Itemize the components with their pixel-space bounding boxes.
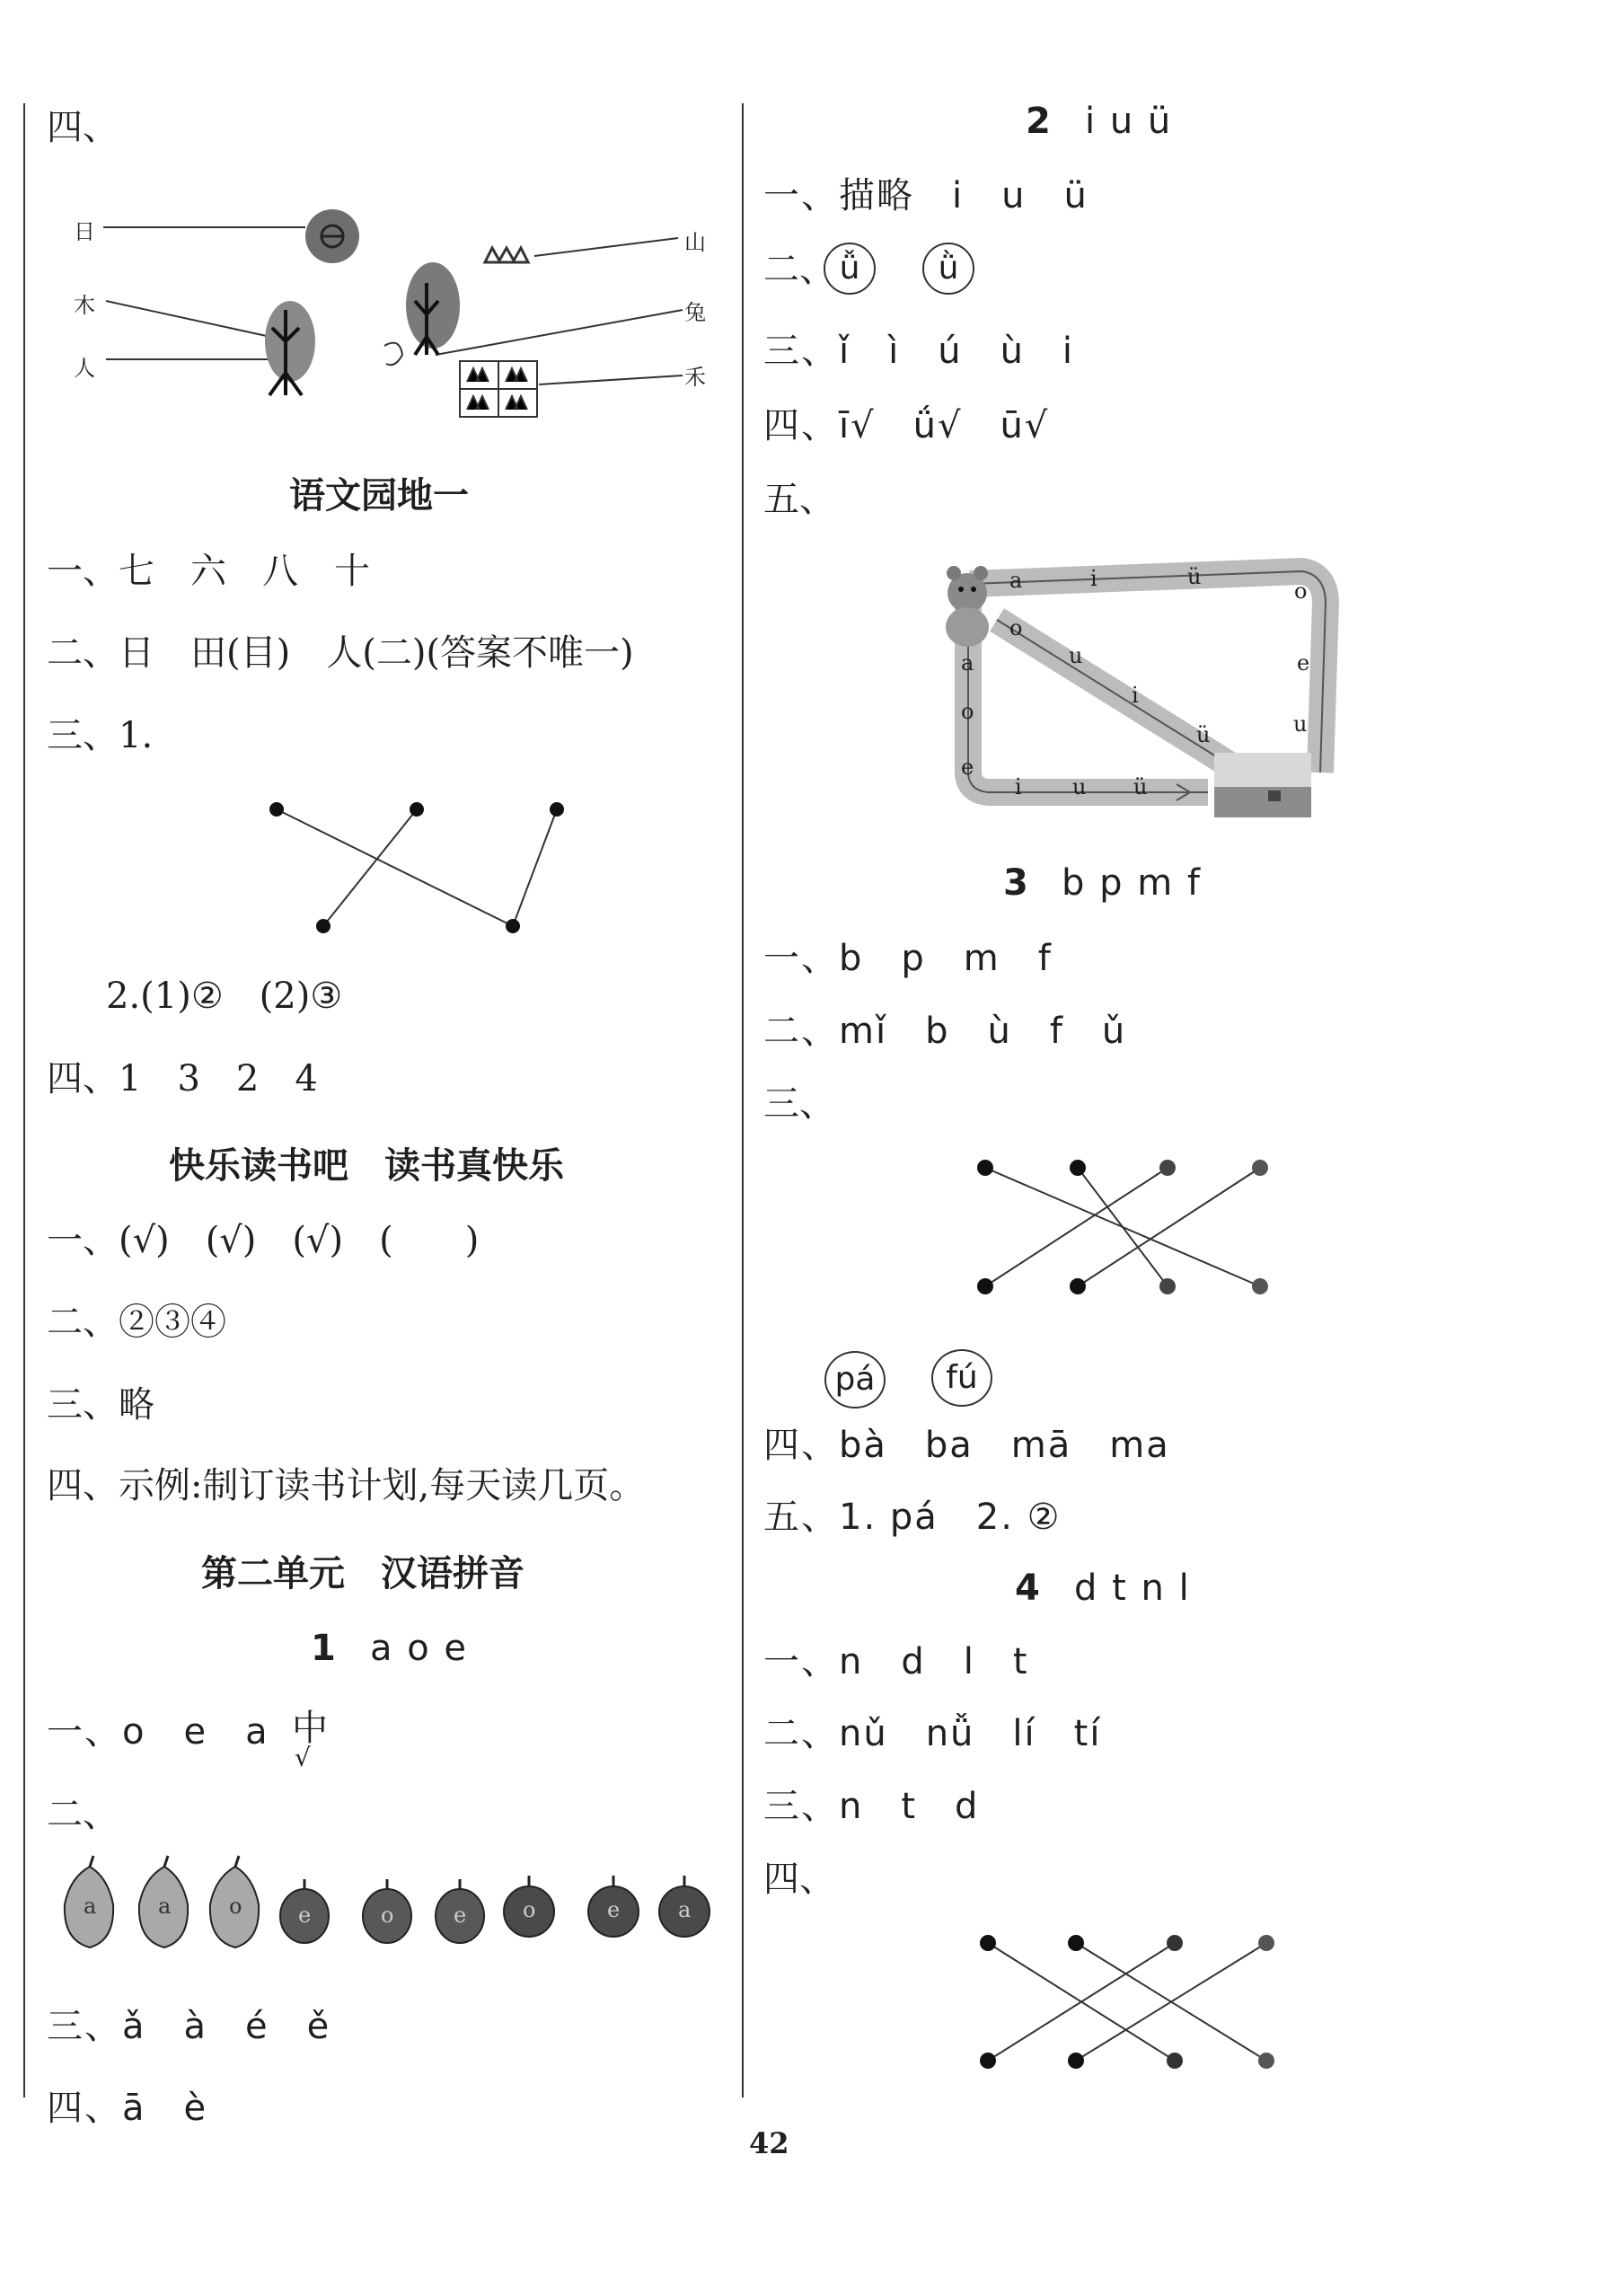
lesson2-q4: 四、ī√ ǘ√ ū√: [763, 405, 1050, 446]
lesson1-title: a o e: [370, 1628, 469, 1669]
lesson1-q3: 三、ǎ à é ě: [47, 2006, 331, 2047]
circled-pa: pá: [824, 1351, 886, 1409]
garden-q3-2: 2.(1)② (2)③: [106, 976, 343, 1017]
maze-letter-11: a: [961, 650, 974, 676]
lesson1-q2: 二、: [47, 1794, 119, 1835]
reading-q2: 二、②③④: [47, 1302, 226, 1343]
maze-letter-15: u: [1072, 774, 1087, 799]
fruit-letter-4: e: [298, 1903, 312, 1928]
maze-letter-5: e: [1297, 650, 1310, 676]
fruit-letter-5: o: [381, 1903, 394, 1928]
lesson1-q1: 一、o e a: [47, 1711, 269, 1753]
lesson3-q1: 一、b p m f: [763, 938, 1053, 979]
garden-q1: 一、七 六 八 十: [47, 551, 370, 592]
garden-q2: 二、日 田(目) 人(二)(答案不唯一): [47, 632, 634, 674]
lesson3-q2: 二、mǐ b ù f ǔ: [763, 1011, 1127, 1052]
lesson4-q4: 四、: [763, 1859, 835, 1900]
maze-letter-9: i: [1132, 683, 1139, 708]
garden-q4: 四、1 3 2 4: [47, 1058, 318, 1099]
garden-title: 语文园地一: [289, 475, 469, 517]
reading-title: 快乐读书吧 读书真快乐: [169, 1145, 564, 1187]
lesson4-q3: 三、n t d: [763, 1786, 980, 1827]
fruit-letter-2: a: [158, 1894, 172, 1919]
maze-letter-2: i: [1090, 566, 1097, 591]
maze-letter-12: o: [961, 699, 974, 724]
match-char-ri: 日: [74, 219, 95, 244]
fruit-letter-9: a: [678, 1897, 692, 1922]
fruit-letter-6: e: [454, 1903, 467, 1928]
lesson3-title: b p m f: [1062, 862, 1202, 904]
maze-letter-14: i: [1015, 774, 1022, 799]
lesson4-title: d t n l: [1074, 1567, 1191, 1609]
circled-fu: fú: [931, 1349, 992, 1407]
maze-letter-8: u: [1069, 643, 1083, 668]
fruit-letter-1: a: [84, 1894, 97, 1919]
unit-title: 第二单元 汉语拼音: [201, 1553, 524, 1594]
lesson3-q4: 四、bà ba mā ma: [763, 1425, 1170, 1466]
lesson2-q1: 一、描略 i u ü: [763, 175, 1089, 216]
lesson4-number: 4: [1015, 1567, 1040, 1609]
fruit-letter-3: o: [229, 1894, 242, 1919]
fruit-letter-7: o: [523, 1897, 536, 1922]
lesson3-q3: 三、: [763, 1083, 835, 1125]
match-char-shan: 山: [684, 230, 706, 255]
lesson4-q2: 二、nǔ nǚ lí tí: [763, 1713, 1102, 1754]
match-char-mu: 木: [74, 293, 95, 318]
page-number: 42: [749, 2126, 789, 2160]
fruit-letter-8: e: [607, 1897, 621, 1922]
match-char-ren: 人: [74, 356, 95, 381]
match-char-tu: 兔: [684, 300, 706, 325]
lesson1-q4: 四、ā è: [47, 2088, 208, 2129]
garden-q3: 三、1.: [47, 715, 154, 756]
circled-answer-2: ǜ: [922, 243, 974, 295]
maze-letter-16: ü: [1133, 774, 1148, 799]
lesson1-number: 1: [311, 1628, 336, 1669]
check-mark: √: [295, 1743, 311, 1772]
maze-letter-3: ü: [1187, 564, 1202, 589]
maze-letter-4: o: [1294, 578, 1308, 604]
lesson3-q5: 五、1. pá 2. ②: [763, 1497, 1062, 1538]
lesson2-q2: 二、: [763, 249, 835, 290]
match-char-he: 禾: [684, 365, 706, 390]
maze-letter-10: ü: [1196, 722, 1211, 747]
lesson4-q1: 一、n d l t: [763, 1641, 1029, 1682]
reading-q3: 三、略: [47, 1384, 154, 1426]
lesson2-q3: 三、ǐ ì ú ù i: [763, 331, 1075, 372]
reading-q4: 四、示例:制订读书计划,每天读几页。: [47, 1465, 646, 1506]
circled-answer-1: ǚ: [824, 243, 876, 295]
lesson2-number: 2: [1026, 101, 1051, 142]
maze-letter-13: e: [961, 755, 974, 780]
maze-letter-6: u: [1293, 711, 1308, 737]
lesson2-q5: 五、: [763, 479, 835, 520]
left-sec4-label: 四、: [47, 107, 119, 148]
lesson1-q1-char: 中: [292, 1708, 328, 1749]
maze-letter-7: o: [1009, 615, 1023, 640]
lesson2-title: i u ü: [1085, 101, 1173, 142]
reading-q1: 一、(√) (√) (√) ( ): [47, 1220, 480, 1261]
maze-letter-1: a: [1009, 568, 1023, 593]
lesson3-number: 3: [1003, 862, 1028, 904]
